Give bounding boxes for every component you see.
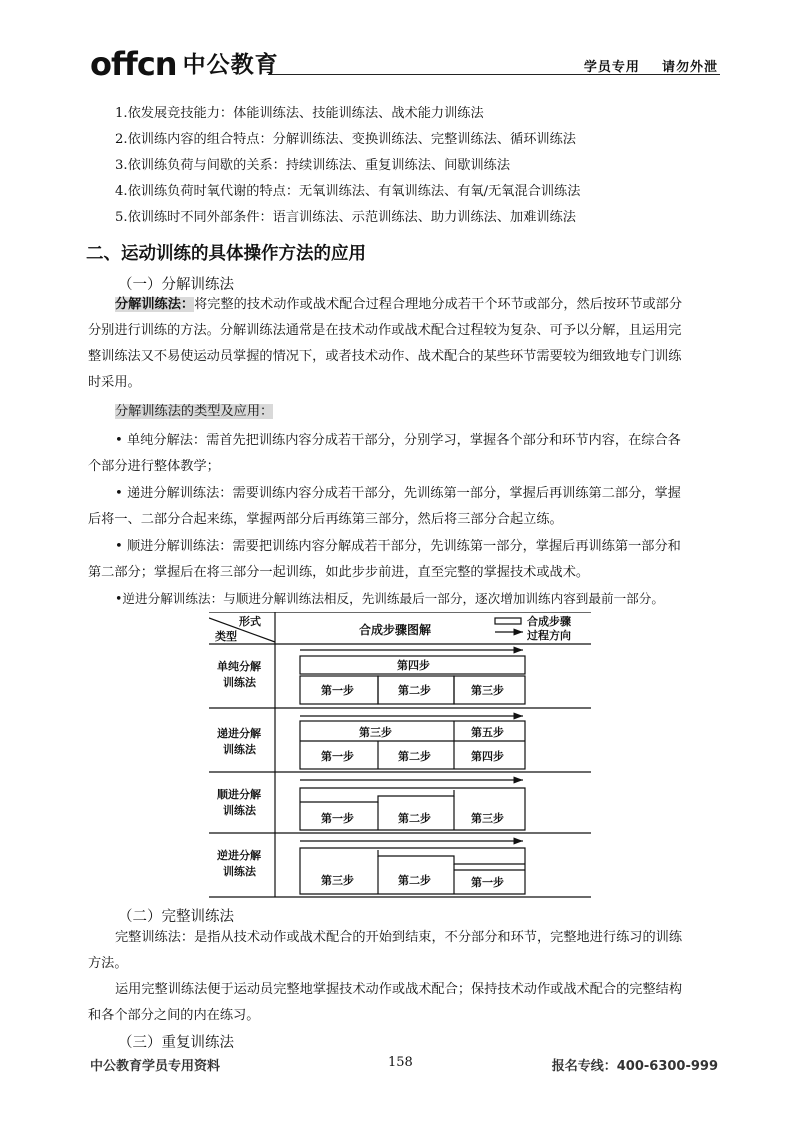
row3-type-line2: 训练法 (223, 804, 256, 817)
row4-stairs (378, 850, 525, 864)
row4-type-line1: 逆进分解 (217, 849, 261, 862)
header-tagline-1: 学员专用 (583, 60, 640, 75)
column-header-label: 合成步骤图解 (359, 623, 432, 637)
subsection-3-title: （三）重复训练法 (118, 1035, 234, 1051)
classification-item-3: 3.依训练负荷与间歇的关系：持续训练法、重复训练法、间歇训练法 (115, 158, 511, 173)
row3-step-2: 第二步 (398, 812, 431, 825)
footer-right: 报名专线：400-6300-999 (551, 1059, 718, 1074)
row4-step-3: 第一步 (471, 876, 504, 889)
row3-stairs (300, 790, 454, 802)
subsection-1-title: （一）分解训练法 (118, 277, 234, 293)
complete-para1-line2: 方法。 (88, 956, 128, 971)
definition-line-4: 时采用。 (88, 375, 141, 390)
row2-step-1: 第一步 (321, 750, 354, 763)
bullet-2-line-1: • 递进分解训练法：需要训练内容分成若干部分，先训练第一部分，掌握后再训练第二部分，掌握 (115, 486, 681, 501)
logo-latin-text: offcn (90, 45, 177, 83)
logo-chinese-text: 中公教育 (182, 52, 279, 78)
row3-step-3: 第三步 (471, 812, 504, 825)
row3-step-1: 第一步 (321, 812, 354, 825)
row2-type-line1: 递进分解 (217, 727, 261, 740)
footer-left: 中公教育学员专用资料 (90, 1059, 221, 1074)
legend-label-1: 合成步骤 (527, 615, 571, 628)
row2-step-2: 第二步 (398, 750, 431, 763)
section-heading: 二、运动训练的具体操作方法的应用 (86, 244, 366, 264)
row2-type-line2: 训练法 (223, 743, 256, 756)
row1-step-3: 第三步 (471, 684, 504, 697)
subsection-2-title: （二）完整训练法 (118, 909, 234, 925)
bullet-4-line-1: •逆进分解训练法：与顺进分解训练法相反，先训练最后一部分，逐次增加训练内容到最前一部分。 (115, 591, 664, 606)
row2-top-label-2: 第五步 (471, 726, 504, 739)
offcn-logo (90, 44, 279, 83)
bullet-2-line-2: 后将一、二部分合起来练，掌握两部分后再练第三部分，然后将三部分合起立练。 (88, 512, 563, 527)
definition-text-1: 将完整的技术动作或战术配合过程合理地分成若干个环节或部分，然后按环节或部分 (194, 297, 683, 312)
complete-para1-line1: 完整训练法：是指从技术动作或战术配合的开始到结束，不分部分和环节，完整地进行练习的训练 (115, 930, 683, 945)
classification-item-5: 5.依训练时不同外部条件：语言训练法、示范训练法、助力训练法、加难训练法 (115, 210, 576, 225)
row1-type-line2: 训练法 (223, 676, 256, 689)
row2-step-3: 第四步 (471, 750, 504, 763)
classification-item-4: 4.依训练负荷时氧代谢的特点：无氧训练法、有氧训练法、有氧/无氧混合训练法 (115, 184, 581, 199)
row4-step-1: 第三步 (321, 874, 354, 887)
row1-type-line1: 单纯分解 (217, 660, 261, 673)
definition-line-3: 整训练法又不易使运动员掌握的情况下，或者技术动作、战术配合的某些环节需要较为细致地专门训练 (88, 349, 682, 364)
decomposition-diagram (209, 612, 591, 899)
row2-top-label-1: 第三步 (359, 726, 392, 739)
definition-term: 分解训练法： (115, 297, 195, 312)
row1-step-1: 第一步 (321, 684, 354, 697)
header-tagline (584, 56, 718, 75)
corner-top-label: 形式 (239, 615, 261, 628)
definition-line-2: 分别进行训练的方法。分解训练法通常是在技术动作或战术配合过程较为复杂、可予以分解，且运用完 (88, 323, 682, 338)
complete-para2-line1: 运用完整训练法便于运动员完整地掌握技术动作或战术配合；保持技术动作或战术配合的完整结构 (115, 982, 683, 997)
classification-item-2: 2.依训练内容的组合特点：分解训练法、变换训练法、完整训练法、循环训练法 (115, 132, 576, 147)
types-heading (115, 403, 273, 420)
page-number: 158 (388, 1055, 413, 1070)
row1-step-2: 第二步 (398, 684, 431, 697)
legend-box (495, 618, 521, 624)
bullet-3-line-1: • 顺进分解训练法：需要把训练内容分解成若干部分，先训练第一部分，掌握后再训练第一部分和 (115, 539, 681, 554)
row3-type-line1: 顺进分解 (217, 788, 261, 801)
row1-top-label: 第四步 (397, 659, 430, 672)
bullet-3-line-2: 第二部分；掌握后在将三部分一起训练，如此步步前进，直至完整的掌握技术或战术。 (88, 565, 590, 580)
row4-type-line2: 训练法 (223, 865, 256, 878)
header-tagline-2: 请勿外泄 (661, 60, 718, 75)
classification-item-1: 1.依发展竞技能力：体能训练法、技能训练法、战术能力训练法 (115, 106, 484, 121)
legend-label-2: 过程方向 (527, 629, 571, 642)
definition-line-1 (115, 296, 682, 313)
diagram-svg (209, 612, 591, 899)
bullet-1-line-1: • 单纯分解法：需首先把训练内容分成若干部分，分别学习，掌握各个部分和环节内容，在综合各 (115, 433, 681, 448)
corner-bottom-label: 类型 (215, 630, 237, 643)
complete-para2-line2: 和各个部分之间的内在练习。 (88, 1008, 260, 1023)
bullet-1-line-2: 个部分进行整体教学； (88, 459, 220, 474)
row4-step-2: 第二步 (398, 874, 431, 887)
types-heading-text: 分解训练法的类型及应用： (115, 404, 274, 419)
